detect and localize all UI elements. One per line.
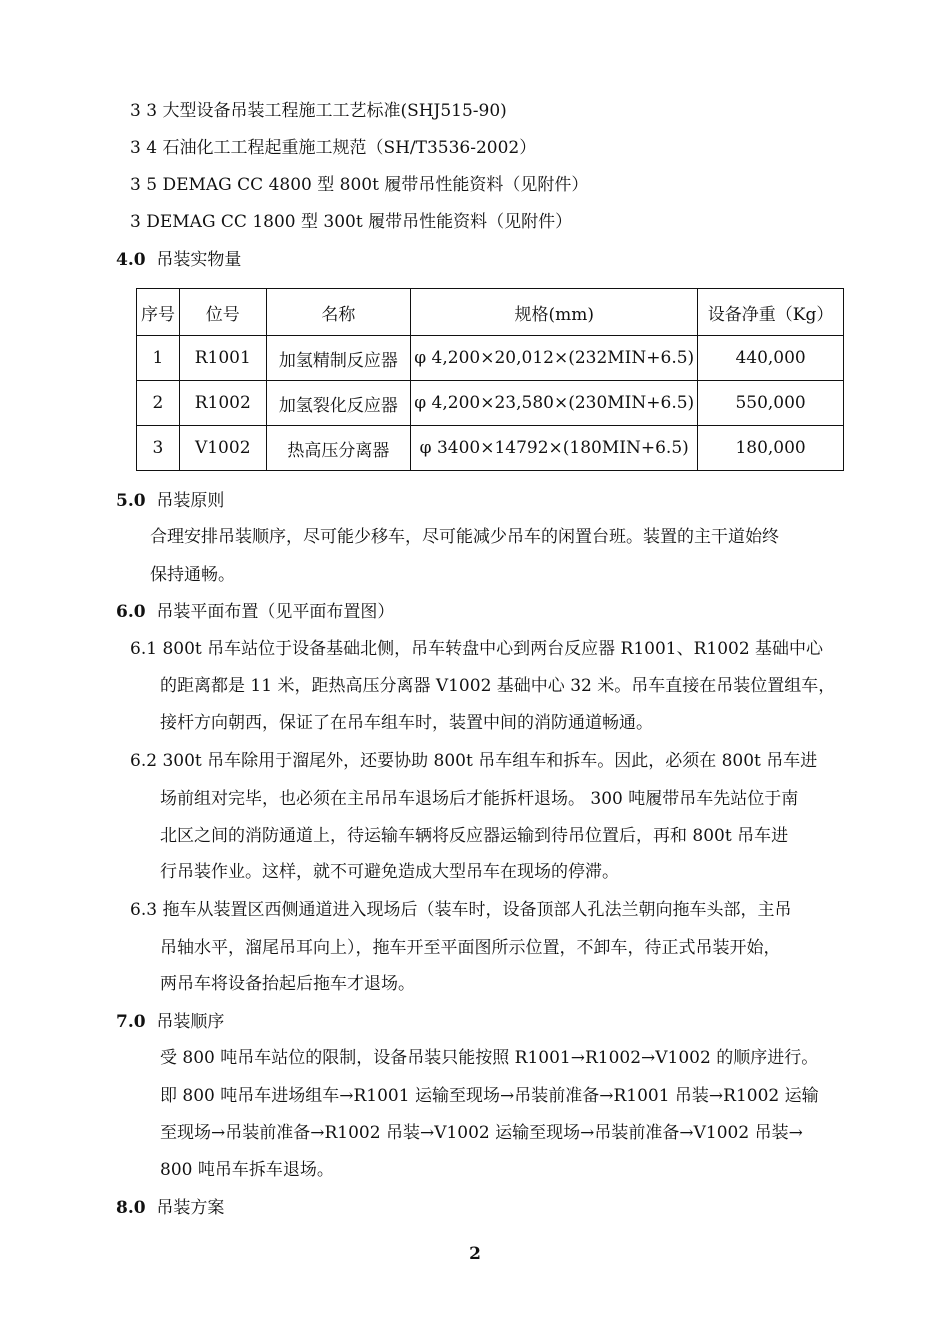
section-title: 吊装顺序 — [156, 1012, 225, 1032]
paragraph-line: 的距离都是 11 米，距热高压分离器 V1002 基础中心 32 米。吊车直接在吊装位置组车， — [160, 676, 836, 696]
reference-line: 3 4 石油化工工程起重施工规范（SH/T3536-2002） — [130, 138, 537, 158]
column-header: 序号 — [137, 289, 180, 336]
paragraph-line: 保持通畅。 — [150, 565, 235, 585]
column-header: 位号 — [179, 289, 266, 336]
section-heading-8 — [116, 1197, 224, 1219]
column-header: 设备净重（Kg） — [698, 289, 844, 336]
table-header-row — [137, 289, 844, 336]
table-cell: V1002 — [179, 426, 266, 471]
table-cell: 3 — [137, 426, 180, 471]
table-cell: φ 4,200×23,580×(230MIN+6.5) — [411, 381, 698, 426]
section-number: 6.0 — [116, 602, 146, 622]
paragraph-line: 行吊装作业。这样，就不可避免造成大型吊车在现场的停滞。 — [160, 862, 619, 882]
paragraph-line: 接杆方向朝西，保证了在吊车组车时，装置中间的消防通道畅通。 — [160, 713, 653, 733]
paragraph-line: 合理安排吊装顺序，尽可能少移车，尽可能减少吊车的闲置台班。装置的主干道始终 — [150, 527, 779, 547]
equipment-table — [136, 288, 844, 471]
paragraph-line: 吊轴水平，溜尾吊耳向上），拖车开至平面图所示位置，不卸车，待正式吊装开始， — [160, 938, 781, 958]
paragraph-line: 两吊车将设备抬起后拖车才退场。 — [160, 974, 415, 994]
table-cell: φ 4,200×20,012×(232MIN+6.5) — [411, 336, 698, 381]
table-cell: 热高压分离器 — [266, 426, 411, 471]
section-heading-7 — [116, 1011, 224, 1033]
section-number: 5.0 — [116, 491, 146, 511]
section-number: 8.0 — [116, 1198, 146, 1218]
paragraph-line: 北区之间的消防通道上，待运输车辆将反应器运输到待吊位置后，再和 800t 吊车进 — [160, 826, 789, 846]
section-number: 7.0 — [116, 1012, 146, 1032]
table-row — [137, 381, 844, 426]
table-cell: 加氢精制反应器 — [266, 336, 411, 381]
table-cell: R1002 — [179, 381, 266, 426]
section-heading-6 — [116, 601, 394, 623]
section-title: 吊装方案 — [156, 1198, 225, 1218]
table-cell: 加氢裂化反应器 — [266, 381, 411, 426]
paragraph-line: 即 800 吨吊车进场组车→R1001 运输至现场→吊装前准备→R1001 吊装→R1002 运输 — [160, 1086, 819, 1106]
table-cell: 1 — [137, 336, 180, 381]
section-title: 吊装平面布置（见平面布置图） — [156, 602, 395, 622]
paragraph-line: 6.1 800t 吊车站位于设备基础北侧，吊车转盘中心到两台反应器 R1001、R1002 基础中心 — [130, 639, 824, 659]
table-cell: R1001 — [179, 336, 266, 381]
table-cell: 2 — [137, 381, 180, 426]
paragraph-line: 800 吨吊车拆车退场。 — [160, 1160, 334, 1180]
reference-line: 3 5 DEMAG CC 4800 型 800t 履带吊性能资料（见附件） — [130, 175, 589, 195]
section-title: 吊装原则 — [156, 491, 225, 511]
table-cell: φ 3400×14792×(180MIN+6.5) — [411, 426, 698, 471]
reference-line: 3 3 大型设备吊装工程施工工艺标准(SHJ515-90) — [130, 101, 507, 121]
paragraph-line: 6.3 拖车从装置区西侧通道进入现场后（装车时，设备顶部人孔法兰朝向拖车头部，主吊 — [130, 900, 792, 920]
paragraph-line: 至现场→吊装前准备→R1002 吊装→V1002 运输至现场→吊装前准备→V1002 吊装→ — [160, 1123, 803, 1143]
section-number: 4.0 — [116, 250, 146, 270]
table-cell: 550,000 — [698, 381, 844, 426]
column-header: 规格(mm) — [411, 289, 698, 336]
paragraph-line: 受 800 吨吊车站位的限制，设备吊装只能按照 R1001→R1002→V1002 的顺序进行。 — [160, 1048, 819, 1068]
table-cell: 440,000 — [698, 336, 844, 381]
reference-line: 3 DEMAG CC 1800 型 300t 履带吊性能资料（见附件） — [130, 212, 573, 232]
section-title: 吊装实物量 — [156, 250, 242, 270]
table-row — [137, 426, 844, 471]
column-header: 名称 — [266, 289, 411, 336]
table-cell: 180,000 — [698, 426, 844, 471]
paragraph-line: 6.2 300t 吊车除用于溜尾外，还要协助 800t 吊车组车和拆车。因此，必须在 800t 吊车进 — [130, 751, 818, 771]
paragraph-line: 场前组对完毕，也必须在主吊吊车退场后才能拆杆退场。 300 吨履带吊车先站位于南 — [160, 789, 799, 809]
section-heading-4 — [116, 249, 241, 271]
page-number: 2 — [469, 1244, 481, 1264]
table-row — [137, 336, 844, 381]
section-heading-5 — [116, 490, 224, 512]
